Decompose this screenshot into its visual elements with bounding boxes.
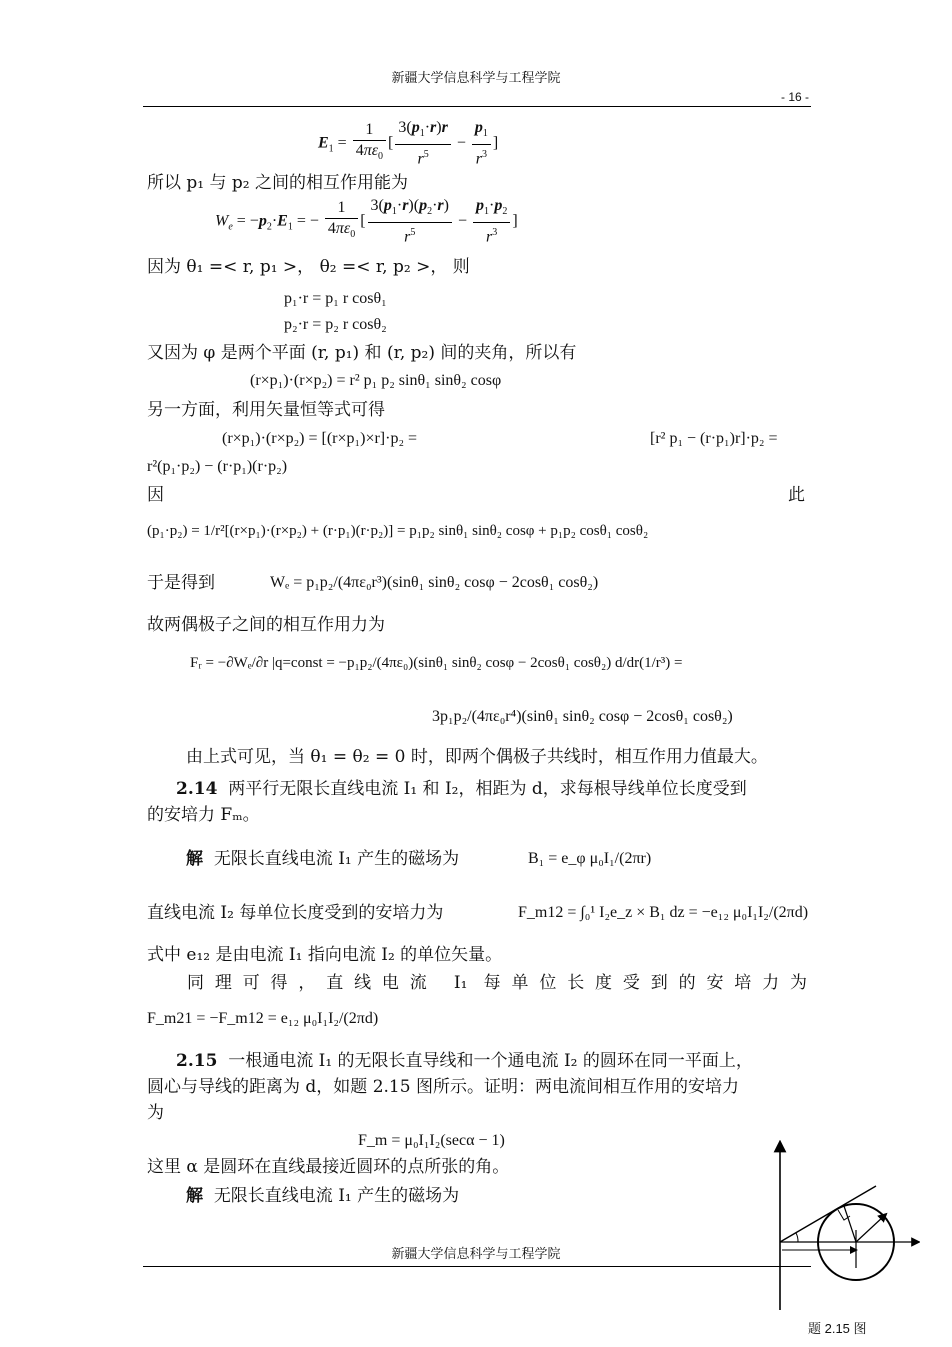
text-line: 另一方面，利用矢量恒等式可得 bbox=[147, 400, 385, 420]
radius-line bbox=[844, 1206, 856, 1242]
equation-b1: B₁ = e_φ μ₀I₁/(2πr) bbox=[528, 850, 652, 867]
equation-fm21: F_m21 = −F_m12 = e₁₂ μ₀I₁I₂/(2πd) bbox=[147, 1010, 379, 1027]
footer-rule bbox=[143, 1266, 811, 1267]
equation-fr1: Fᵣ = −∂Wₑ/∂r |q=const = −p₁p₂/(4πε₀)(sinθ₁ sinθ₂ cosφ − 2cosθ₁ cosθ₂) d/dr(1/r³) = bbox=[190, 655, 683, 671]
problem-2-15-line1: 2.15 一根通电流 I₁ 的无限长直导线和一个通电流 I₂ 的圆环在同一平面上， bbox=[176, 1051, 753, 1071]
text-line: 由上式可见，当 θ₁ = θ₂ = 0 时，即两个偶极子共线时，相互作用力值最大。 bbox=[186, 747, 768, 767]
equation-e1: $E_1$ = $\frac{1}{4\pi\varepsilon_0}$ [ $\frac{3(p_1\cdot r)r}{r^5}$ − $\frac{p_1}{r^3}$ ] bbox=[318, 119, 499, 168]
problem-number: 2.15 bbox=[176, 1051, 218, 1071]
header-rule bbox=[143, 106, 811, 107]
problem-2-14-line2: 的安培力 Fₘ。 bbox=[147, 805, 260, 825]
figure-caption: 题 2.15 图 bbox=[808, 1321, 867, 1336]
solution-line: 解 无限长直线电流 I₁ 产生的磁场为 bbox=[186, 1186, 460, 1206]
text-line: 又因为 φ 是两个平面 (r, p₁) 和 (r, p₂) 间的夹角，所以有 bbox=[147, 343, 577, 363]
text-line-justified: 同理可得，直线电流 I₁ 每单位长度受到的安培力为 bbox=[187, 973, 807, 993]
page-number: - 16 - bbox=[780, 90, 809, 104]
text-line: 式中 e₁₂ 是由电流 I₁ 指向电流 I₂ 的单位矢量。 bbox=[147, 945, 503, 965]
tangent-line bbox=[780, 1186, 876, 1242]
page-footer-title: 新疆大学信息科学与工程学院 bbox=[391, 1247, 561, 1262]
page-header-title: 新疆大学信息科学与工程学院 bbox=[391, 71, 561, 86]
solution-line: 解 无限长直线电流 I₁ 产生的磁场为 bbox=[186, 849, 460, 869]
problem-2-15-line3: 为 bbox=[147, 1103, 164, 1123]
solution-label: 解 bbox=[186, 1186, 203, 1206]
alpha-arc bbox=[796, 1233, 798, 1242]
equation-dot1: p₁·r = p₁ r cosθ₁ bbox=[284, 290, 387, 307]
text-line: 此 bbox=[788, 485, 805, 505]
text-line: 这里 α 是圆环在直线最接近圆环的点所张的角。 bbox=[147, 1157, 510, 1177]
equation-fm12: F_m12 = ∫₀¹ I₂e_z × B₁ dz = −e₁₂ μ₀I₁I₂/(2πd) bbox=[518, 904, 809, 921]
problem-number: 2.14 bbox=[176, 779, 218, 799]
equation-identity-c: r²(p₁·p₂) − (r·p₁)(r·p₂) bbox=[147, 458, 288, 475]
figure-2-15 bbox=[760, 1140, 920, 1320]
equation-we1: $W_e = -p_2\cdot E_1$ = − $\frac{1}{4\pi\varepsilon_0}$ [ $\frac{3(p_1\cdot r)(p_2\cdot r)}{r^5}$ − $\frac{p_1\cdot p_2}{r^3}$ ] bbox=[215, 197, 518, 246]
equation-fr2: 3p₁p₂/(4πε₀r⁴)(sinθ₁ sinθ₂ cosφ − 2cosθ₁ cosθ₂) bbox=[432, 708, 733, 725]
solution-label: 解 bbox=[186, 849, 203, 869]
equation-p1p2: (p₁·p₂) = 1/r²[(r×p₁)·(r×p₂) + (r·p₁)(r·p₂)] = p₁p₂ sinθ₁ sinθ₂ cosφ + p₁p₂ cosθ₁ cosθ₂ bbox=[147, 523, 649, 539]
equation-cross: (r×p₁)·(r×p₂) = r² p₁ p₂ sinθ₁ sinθ₂ cosφ bbox=[250, 372, 502, 389]
equation-dot2: p₂·r = p₂ r cosθ₂ bbox=[284, 316, 387, 333]
text-line: 直线电流 I₂ 每单位长度受到的安培力为 bbox=[147, 903, 444, 923]
text-line: 因为 θ₁ =< r, p₁ >， θ₂ =< r, p₂ >， 则 bbox=[147, 257, 470, 277]
equation-identity-a: (r×p₁)·(r×p₂) = [(r×p₁)×r]·p₂ = bbox=[222, 430, 418, 447]
equation-fm: F_m = μ₀I₁I₂(secα − 1) bbox=[358, 1132, 505, 1149]
text-line: 故两偶极子之间的相互作用力为 bbox=[147, 615, 385, 635]
text-line: 所以 p₁ 与 p₂ 之间的相互作用能为 bbox=[147, 173, 409, 193]
text-line: 因 bbox=[147, 485, 164, 505]
problem-2-15-line2: 圆心与导线的距离为 d，如题 2.15 图所示。证明：两电流间相互作用的安培力 bbox=[147, 1077, 739, 1097]
radius-arrow bbox=[856, 1216, 884, 1242]
equation-identity-b: [r² p₁ − (r·p₁)r]·p₂ = bbox=[650, 430, 778, 447]
problem-2-14-line1: 2.14 两平行无限长直线电流 I₁ 和 I₂，相距为 d，求每根导线单位长度受到 bbox=[176, 779, 747, 799]
equation-we2: Wₑ = p₁p₂/(4πε₀r³)(sinθ₁ sinθ₂ cosφ − 2cosθ₁ cosθ₂) bbox=[270, 574, 599, 591]
text-line: 于是得到 bbox=[147, 573, 215, 593]
